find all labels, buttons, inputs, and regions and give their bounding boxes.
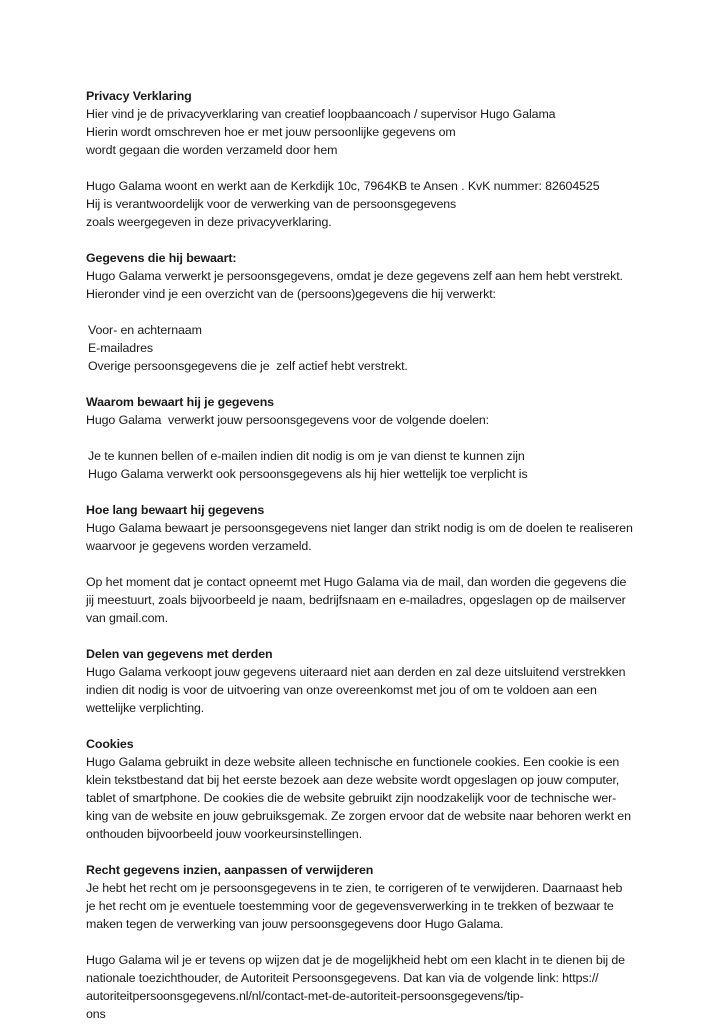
paragraph-line: jij meestuurt, zoals bijvoorbeeld je naam, bedrijfsnaam en e-mailadres, opgeslagen op de mailserver — [86, 593, 626, 607]
complaint-link-line: ons — [86, 1007, 106, 1021]
document-title: Privacy Verklaring — [86, 89, 192, 103]
section-heading-hoelang: Hoe lang bewaart hij gegevens — [86, 503, 265, 517]
spacer — [86, 483, 686, 501]
list-item: Je te kunnen bellen of e-mailen indien dit nodig is om je van dienst te kunnen zijn — [88, 449, 525, 463]
section-heading-delen: Delen van gegevens met derden — [86, 647, 273, 661]
intro-line: wordt gegaan die worden verzameld door hem — [86, 143, 338, 157]
list-item: Overige persoonsgegevens die je zelf actief hebt verstrekt. — [88, 359, 408, 373]
paragraph-line: king van de website en jouw gebruiksgemak. Ze zorgen ervoor dat de website naar behoren werkt en — [86, 809, 631, 823]
spacer — [86, 429, 686, 447]
contact-line: Hugo Galama woont en werkt aan de Kerkdijk 10c, 7964KB te Ansen . KvK nummer: 82604525 — [86, 179, 600, 193]
paragraph-line: nationale toezichthouder, de Autoriteit Persoonsgegevens. Dat kan via de volgende link: https:// — [86, 971, 599, 985]
paragraph-line: indien dit nodig is voor de uitvoering van onze overeenkomst met jou of om te voldoen aan een — [86, 683, 597, 697]
spacer — [86, 303, 686, 321]
list-item: E-mailadres — [88, 341, 154, 355]
paragraph-line: Hugo Galama verwerkt je persoonsgegevens, omdat je deze gegevens zelf aan hem hebt verstrekt. — [86, 269, 623, 283]
section-heading-waarom: Waarom bewaart hij je gegevens — [86, 395, 274, 409]
spacer — [86, 933, 686, 951]
document-page — [86, 87, 686, 1023]
list-item: Hugo Galama verwerkt ook persoonsgegevens als hij hier wettelijk toe verplicht is — [88, 467, 528, 481]
paragraph-line: Hugo Galama gebruikt in deze website alleen technische en functionele cookies. Een cookie is een — [86, 755, 620, 769]
paragraph-line: Hugo Galama verkoopt jouw gegevens uiteraard niet aan derden en zal deze uitsluitend verstrekken — [86, 665, 626, 679]
intro-line: Hierin wordt omschreven hoe er met jouw persoonlijke gegevens om — [86, 125, 456, 139]
paragraph-line: Hieronder vind je een overzicht van de (persoons)gegevens die hij verwerkt: — [86, 287, 496, 301]
section-heading-cookies: Cookies — [86, 737, 134, 751]
paragraph-line: Hugo Galama bewaart je persoonsgegevens niet langer dan strikt nodig is om de doelen te realiseren — [86, 521, 633, 535]
paragraph-line: Hugo Galama wil je er tevens op wijzen dat je de mogelijkheid hebt om een klacht in te dienen bij de — [86, 953, 625, 967]
spacer — [86, 159, 686, 177]
spacer — [86, 627, 686, 645]
paragraph-line: onthouden bijvoorbeeld jouw voorkeursinstellingen. — [86, 827, 363, 841]
paragraph-line: Je hebt het recht om je persoonsgegevens in te zien, te corrigeren of te verwijderen. Daarnaast heb — [86, 881, 623, 895]
paragraph-line: Hugo Galama verwerkt jouw persoonsgegevens voor de volgende doelen: — [86, 413, 490, 427]
list-item: Voor- en achternaam — [88, 323, 202, 337]
paragraph-line: maken tegen de verwerking van jouw persoonsgegevens door Hugo Galama. — [86, 917, 504, 931]
spacer — [86, 555, 686, 573]
spacer — [86, 375, 686, 393]
contact-line: Hij is verantwoordelijk voor de verwerking van de persoonsgegevens — [86, 197, 457, 211]
section-heading-gegevens: Gegevens die hij bewaart: — [86, 251, 237, 265]
intro-line: Hier vind je de privacyverklaring van creatief loopbaancoach / supervisor Hugo Galama — [86, 107, 556, 121]
contact-line: zoals weergegeven in deze privacyverklaring. — [86, 215, 332, 229]
section-heading-recht: Recht gegevens inzien, aanpassen of verwijderen — [86, 863, 374, 877]
paragraph-line: klein tekstbestand dat bij het eerste bezoek aan deze website wordt opgeslagen op jouw computer, — [86, 773, 620, 787]
complaint-link-line: autoriteitpersoonsgegevens.nl/nl/contact-met-de-autoriteit-persoonsgegevens/tip- — [86, 989, 524, 1003]
paragraph-line: wettelijke verplichting. — [86, 701, 205, 715]
paragraph-line: je het recht om je eventuele toestemming voor de gegevensverwerking in te trekken of bezwaar te — [86, 899, 614, 913]
spacer — [86, 843, 686, 861]
paragraph-line: tablet of smartphone. De cookies die de website gebruikt zijn noodzakelijk voor de technische wer- — [86, 791, 617, 805]
paragraph-line: Op het moment dat je contact opneemt met Hugo Galama via de mail, dan worden die gegevens die — [86, 575, 627, 589]
paragraph-line: waarvoor je gegevens worden verzameld. — [86, 539, 312, 553]
spacer — [86, 717, 686, 735]
paragraph-line: van gmail.com. — [86, 611, 168, 625]
spacer — [86, 231, 686, 249]
